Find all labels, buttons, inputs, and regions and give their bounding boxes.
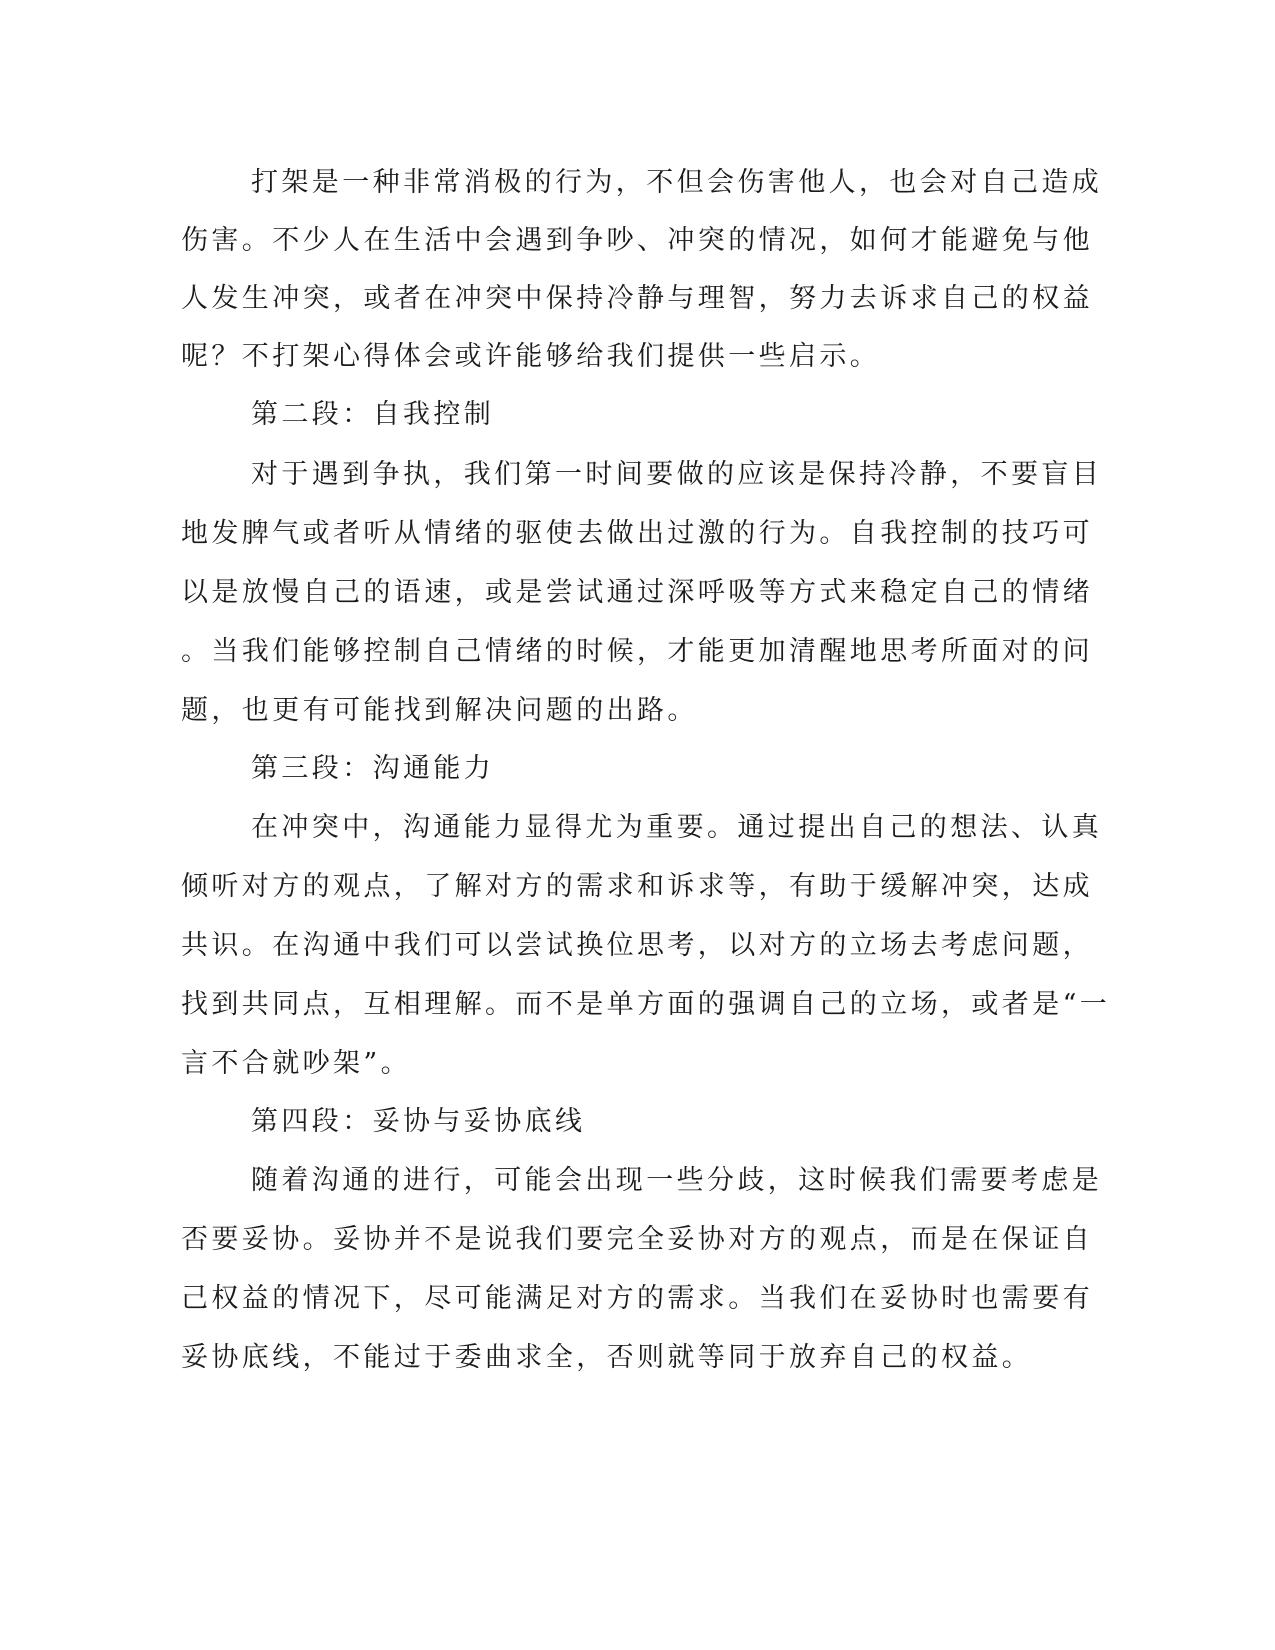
paragraph-line: 打架是一种非常消极的行为，不但会伤害他人，也会对自己造成 bbox=[251, 167, 1103, 198]
paragraph-line: 人发生冲突，或者在冲突中保持冷静与理智，努力去诉求自己的权益 bbox=[181, 283, 1093, 314]
paragraph-line: 地发脾气或者听从情绪的驱使去做出过激的行为。自我控制的技巧可 bbox=[181, 518, 1093, 549]
paragraph-line: 共识。在沟通中我们可以尝试换位思考，以对方的立场去考虑问题， bbox=[181, 930, 1093, 961]
paragraph-line: 在冲突中，沟通能力显得尤为重要。通过提出自己的想法、认真 bbox=[251, 812, 1103, 843]
paragraph-line: 以是放慢自己的语速，或是尝试通过深呼吸等方式来稳定自己的情绪 bbox=[181, 577, 1093, 608]
paragraph-line: 倾听对方的观点，了解对方的需求和诉求等，有助于缓解冲突，达成 bbox=[181, 871, 1093, 902]
section-heading: 第二段：自我控制 bbox=[251, 399, 495, 430]
paragraph-line: 伤害。不少人在生活中会遇到争吵、冲突的情况，如何才能避免与他 bbox=[181, 225, 1093, 256]
paragraph-line: 随着沟通的进行，可能会出现一些分歧，这时候我们需要考虑是 bbox=[251, 1165, 1103, 1196]
paragraph-line: 。当我们能够控制自己情绪的时候，才能更加清醒地思考所面对的问 bbox=[181, 636, 1093, 667]
section-heading: 第四段：妥协与妥协底线 bbox=[251, 1106, 586, 1137]
paragraph-line: 呢？不打架心得体会或许能够给我们提供一些启示。 bbox=[181, 341, 881, 372]
paragraph-line: 妥协底线，不能过于委曲求全，否则就等同于放弃自己的权益。 bbox=[181, 1342, 1033, 1373]
paragraph-line: 题，也更有可能找到解决问题的出路。 bbox=[181, 695, 698, 726]
section-heading: 第三段：沟通能力 bbox=[251, 753, 495, 784]
paragraph-line: 找到共同点，互相理解。而不是单方面的强调自己的立场，或者是“一 bbox=[181, 989, 1111, 1020]
paragraph-line: 言不合就吵架”。 bbox=[181, 1048, 412, 1079]
paragraph-line: 己权益的情况下，尽可能满足对方的需求。当我们在妥协时也需要有 bbox=[181, 1283, 1093, 1314]
paragraph-line: 否要妥协。妥协并不是说我们要完全妥协对方的观点，而是在保证自 bbox=[181, 1224, 1093, 1255]
paragraph-line: 对于遇到争执，我们第一时间要做的应该是保持冷静，不要盲目 bbox=[251, 459, 1103, 490]
